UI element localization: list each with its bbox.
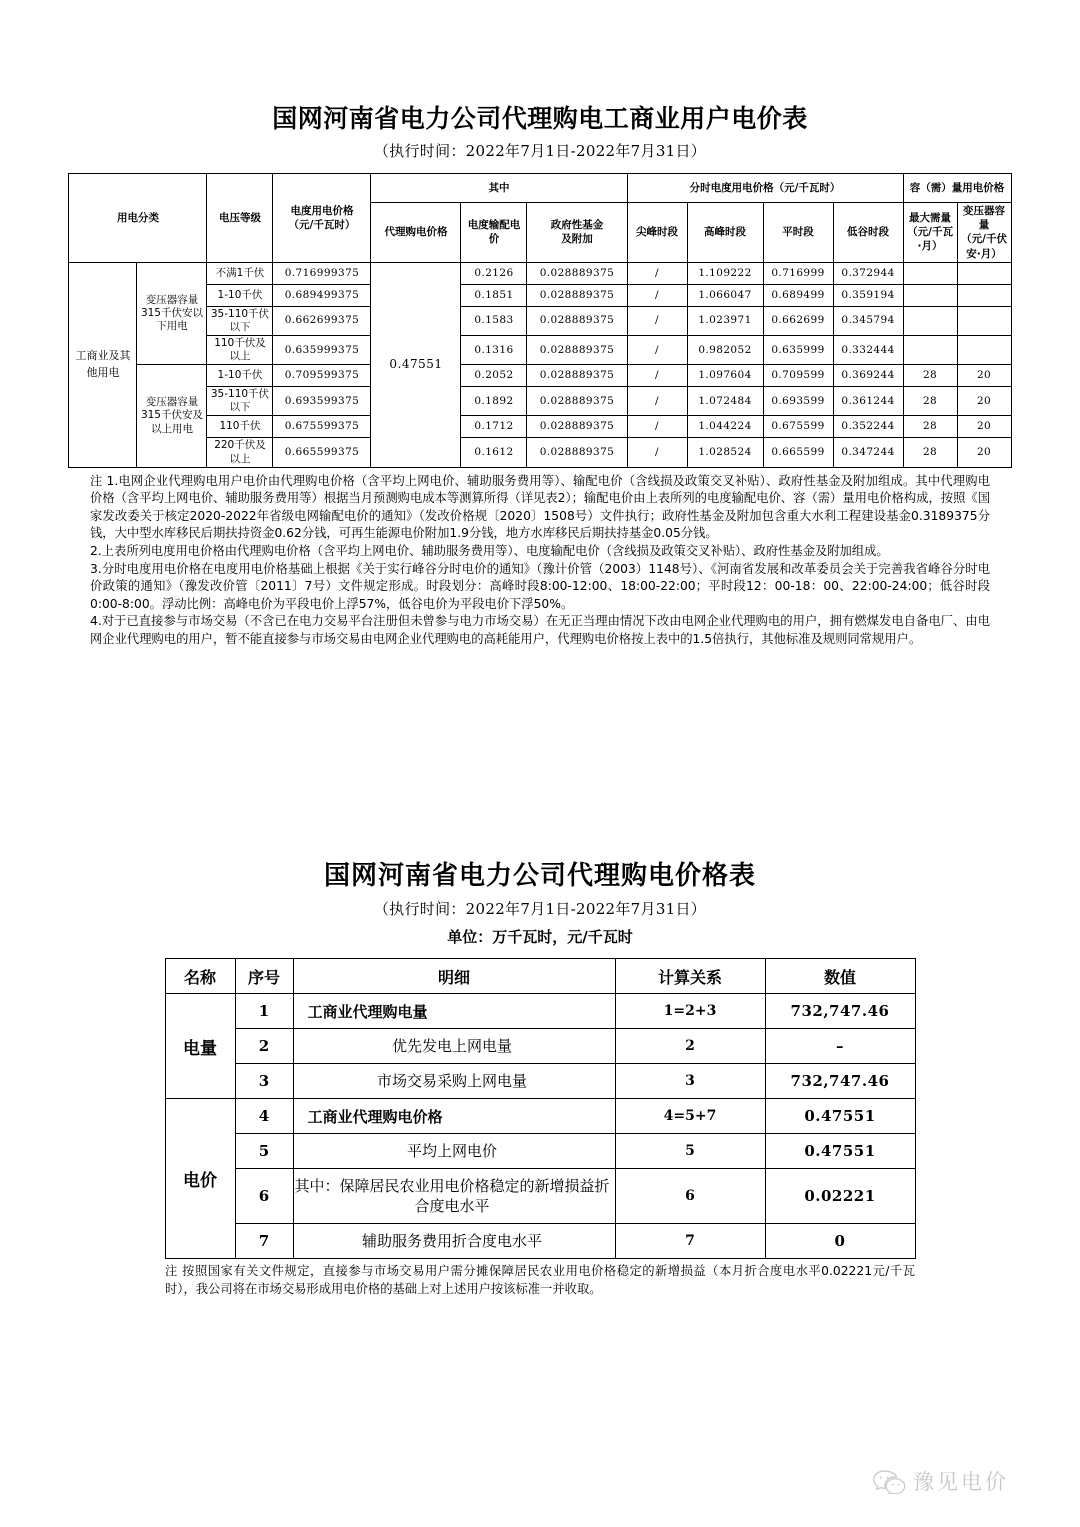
cell-transformer: 20 bbox=[957, 438, 1011, 467]
header-capacity-group: 容（需）量用电价格 bbox=[903, 174, 1011, 203]
industrial-commercial-price-table bbox=[68, 173, 1011, 468]
cell-tou-sharp: / bbox=[627, 365, 687, 387]
cell-value: 0.02221 bbox=[765, 1169, 915, 1224]
cell-tou-sharp: / bbox=[627, 387, 687, 416]
table2-title: 国网河南省电力公司代理购电价格表 bbox=[323, 861, 756, 891]
cell-voltage: 110千伏 bbox=[207, 416, 273, 438]
cell-tou-flat: 0.716999 bbox=[763, 262, 833, 284]
cell-tou-peak: 1.109222 bbox=[687, 262, 763, 284]
cell-transmission: 0.1583 bbox=[461, 306, 527, 335]
cell-max-demand bbox=[903, 284, 957, 306]
table-row bbox=[69, 438, 1011, 467]
header-tou-valley: 低谷时段 bbox=[833, 203, 903, 263]
cell-tou-sharp: / bbox=[627, 262, 687, 284]
watermark bbox=[872, 1466, 1009, 1496]
cell-max-demand bbox=[903, 262, 957, 284]
cell-index: 5 bbox=[235, 1134, 293, 1169]
table-row bbox=[165, 1064, 915, 1099]
cell-relation: 4=5+7 bbox=[615, 1099, 765, 1134]
header-detail: 明细 bbox=[293, 959, 615, 994]
cell-tou-sharp: / bbox=[627, 438, 687, 467]
table-row bbox=[69, 284, 1011, 306]
cell-energy-price: 0.665599375 bbox=[273, 438, 371, 467]
cell-group-a-label: 变压器容量315千伏安以下用电 bbox=[137, 262, 207, 365]
cell-tou-valley: 0.369244 bbox=[833, 365, 903, 387]
cell-value: 0.47551 bbox=[765, 1134, 915, 1169]
table-row bbox=[165, 994, 915, 1029]
table1-notes bbox=[90, 473, 990, 649]
table-row bbox=[69, 365, 1011, 387]
cell-max-demand bbox=[903, 335, 957, 364]
cell-tou-flat: 0.689499 bbox=[763, 284, 833, 306]
cell-detail: 辅助服务费用折合度电水平 bbox=[293, 1224, 615, 1259]
cell-max-demand: 28 bbox=[903, 387, 957, 416]
cell-transformer: 20 bbox=[957, 416, 1011, 438]
cell-tou-peak: 0.982052 bbox=[687, 335, 763, 364]
table-row bbox=[69, 306, 1011, 335]
cell-gov-fund: 0.028889375 bbox=[527, 438, 627, 467]
cell-tou-sharp: / bbox=[627, 306, 687, 335]
header-max-demand bbox=[903, 203, 957, 263]
cell-energy-price: 0.689499375 bbox=[273, 284, 371, 306]
cell-tou-peak: 1.072484 bbox=[687, 387, 763, 416]
header-gov-fund-line2: 及附加 bbox=[561, 233, 593, 246]
cell-max-demand bbox=[903, 306, 957, 335]
table2-header-row bbox=[165, 959, 915, 994]
cell-index: 2 bbox=[235, 1029, 293, 1064]
cell-voltage: 35-110千伏以下 bbox=[207, 306, 273, 335]
cell-energy-price: 0.716999375 bbox=[273, 262, 371, 284]
cell-voltage: 1-10千伏 bbox=[207, 284, 273, 306]
cell-category-label: 工商业及其他用电 bbox=[69, 262, 137, 467]
cell-transmission: 0.1612 bbox=[461, 438, 527, 467]
wechat-logo-icon bbox=[872, 1468, 906, 1494]
cell-tou-peak: 1.044224 bbox=[687, 416, 763, 438]
cell-energy-price: 0.675599375 bbox=[273, 416, 371, 438]
header-index: 序号 bbox=[235, 959, 293, 994]
cell-tou-flat: 0.662699 bbox=[763, 306, 833, 335]
cell-tou-peak: 1.097604 bbox=[687, 365, 763, 387]
header-energy-price bbox=[273, 174, 371, 263]
header-tou-sharp: 尖峰时段 bbox=[627, 203, 687, 263]
cell-gov-fund: 0.028889375 bbox=[527, 387, 627, 416]
cell-value: 0 bbox=[765, 1224, 915, 1259]
cell-voltage: 1-10千伏 bbox=[207, 365, 273, 387]
cell-tou-flat: 0.665599 bbox=[763, 438, 833, 467]
cell-index: 7 bbox=[235, 1224, 293, 1259]
table-row bbox=[165, 1224, 915, 1259]
cell-transformer bbox=[957, 284, 1011, 306]
table1-body bbox=[69, 262, 1011, 467]
cell-transmission: 0.2052 bbox=[461, 365, 527, 387]
header-tou-flat: 平时段 bbox=[763, 203, 833, 263]
table-row bbox=[69, 416, 1011, 438]
cell-tou-valley: 0.332444 bbox=[833, 335, 903, 364]
cell-value: 0.47551 bbox=[765, 1099, 915, 1134]
cell-tou-valley: 0.352244 bbox=[833, 416, 903, 438]
header-relation: 计算关系 bbox=[615, 959, 765, 994]
cell-relation: 5 bbox=[615, 1134, 765, 1169]
cell-voltage: 35-110千伏以下 bbox=[207, 387, 273, 416]
table2-notes bbox=[165, 1263, 915, 1299]
table1-note-1: 注 1.电网企业代理购电用户电价由代理购电价格（含平均上网电价、辅助服务费用等）、输配电价（含线损及政策交叉补贴）、政府性基金及附加组成。其中代理购电价格（含平均上网电价、辅助服务费用等）根据当月预测购电成本等测算所得（详见表2）；输配电价由上表所列的电度输配电价、容（需）量用电价格构成，按照《国家发改委关于核定2020-2022年省级电网输配电价的通知》（发改价格规〔2020〕1508号）文件执行；政府性基金及附加包含重大水利工程建设基金0.3189375分钱，大中型水库移民后期扶持资金0.62分钱，可再生能源电价附加1.9分钱，地方水库移民后期扶持基金0.05分钱。 bbox=[90, 473, 990, 541]
cell-transmission: 0.1316 bbox=[461, 335, 527, 364]
cell-group-electricity-volume: 电量 bbox=[165, 994, 235, 1099]
header-max-demand-unit: （元/千瓦·月） bbox=[907, 226, 953, 253]
cell-transmission: 0.1892 bbox=[461, 387, 527, 416]
table1-block bbox=[0, 104, 1080, 648]
cell-detail: 工商业代理购电量 bbox=[293, 994, 615, 1029]
watermark-text: 豫见电价 bbox=[913, 1470, 1009, 1494]
cell-relation: 2 bbox=[615, 1029, 765, 1064]
cell-tou-sharp: / bbox=[627, 335, 687, 364]
header-energy-price-unit: （元/千瓦时） bbox=[288, 218, 356, 231]
cell-agent-purchase-price: 0.47551 bbox=[371, 262, 461, 467]
cell-voltage: 不满1千伏 bbox=[207, 262, 273, 284]
header-transmission-price: 电度输配电价 bbox=[461, 203, 527, 263]
table-row bbox=[69, 335, 1011, 364]
cell-transmission: 0.1712 bbox=[461, 416, 527, 438]
header-category: 用电分类 bbox=[69, 174, 207, 263]
table2-note: 注 按照国家有关文件规定，直接参与市场交易用户需分摊保障居民农业用电价格稳定的新增损益（本月折合度电水平0.02221元/千瓦时），我公司将在市场交易形成用电价格的基础上对上述用户按该标准一并收取。 bbox=[165, 1264, 915, 1296]
cell-detail: 平均上网电价 bbox=[293, 1134, 615, 1169]
cell-tou-valley: 0.359194 bbox=[833, 284, 903, 306]
header-tou-group: 分时电度用电价格（元/千瓦时） bbox=[627, 174, 903, 203]
table1-header-row-1 bbox=[69, 174, 1011, 203]
header-max-demand-main: 最大需量 bbox=[909, 212, 952, 225]
table1-note-2: 2.上表所列电度用电价格由代理购电价格（含平均上网电价、辅助服务费用等）、电度输配电价（含线损及政策交叉补贴）、政府性基金及附加组成。 bbox=[90, 544, 889, 558]
cell-relation: 6 bbox=[615, 1169, 765, 1224]
table-row bbox=[69, 262, 1011, 284]
header-transformer-capacity-main: 变压器容量 bbox=[963, 205, 1006, 232]
cell-tou-flat: 0.709599 bbox=[763, 365, 833, 387]
header-transformer-capacity bbox=[957, 203, 1011, 263]
cell-gov-fund: 0.028889375 bbox=[527, 306, 627, 335]
cell-transformer: 20 bbox=[957, 365, 1011, 387]
cell-index: 3 bbox=[235, 1064, 293, 1099]
cell-energy-price: 0.662699375 bbox=[273, 306, 371, 335]
header-value: 数值 bbox=[765, 959, 915, 994]
table2-subtitle: （执行时间：2022年7月1日-2022年7月31日） bbox=[373, 900, 707, 918]
cell-detail: 其中：保障居民农业用电价格稳定的新增损益折合度电水平 bbox=[293, 1169, 615, 1224]
cell-tou-flat: 0.693599 bbox=[763, 387, 833, 416]
cell-detail: 市场交易采购上网电量 bbox=[293, 1064, 615, 1099]
cell-group-b-label: 变压器容量315千伏安及以上用电 bbox=[137, 365, 207, 468]
cell-gov-fund: 0.028889375 bbox=[527, 284, 627, 306]
cell-relation: 1=2+3 bbox=[615, 994, 765, 1029]
cell-tou-sharp: / bbox=[627, 416, 687, 438]
header-name: 名称 bbox=[165, 959, 235, 994]
table2-body bbox=[165, 994, 915, 1259]
cell-index: 6 bbox=[235, 1169, 293, 1224]
cell-transformer: 20 bbox=[957, 387, 1011, 416]
cell-energy-price: 0.709599375 bbox=[273, 365, 371, 387]
cell-tou-flat: 0.675599 bbox=[763, 416, 833, 438]
cell-transmission: 0.2126 bbox=[461, 262, 527, 284]
cell-gov-fund: 0.028889375 bbox=[527, 365, 627, 387]
header-tou-peak: 高峰时段 bbox=[687, 203, 763, 263]
table-row bbox=[165, 1134, 915, 1169]
table1-subtitle: （执行时间：2022年7月1日-2022年7月31日） bbox=[373, 142, 707, 160]
cell-tou-valley: 0.372944 bbox=[833, 262, 903, 284]
header-gov-fund bbox=[527, 203, 627, 263]
table2-block bbox=[0, 855, 1080, 1299]
cell-tou-valley: 0.345794 bbox=[833, 306, 903, 335]
cell-index: 4 bbox=[235, 1099, 293, 1134]
cell-tou-valley: 0.361244 bbox=[833, 387, 903, 416]
cell-gov-fund: 0.028889375 bbox=[527, 335, 627, 364]
cell-tou-peak: 1.023971 bbox=[687, 306, 763, 335]
agent-purchase-price-table bbox=[165, 958, 916, 1259]
cell-tou-sharp: / bbox=[627, 284, 687, 306]
cell-voltage: 220千伏及以上 bbox=[207, 438, 273, 467]
cell-energy-price: 0.693599375 bbox=[273, 387, 371, 416]
cell-tou-flat: 0.635999 bbox=[763, 335, 833, 364]
table1-title: 国网河南省电力公司代理购电工商业用户电价表 bbox=[272, 104, 808, 133]
table1-note-4: 4.对于已直接参与市场交易（不含已在电力交易平台注册但未曾参与电力市场交易）在无正当理由情况下改由电网企业代理购电的用户，拥有燃煤发电自备电厂、由电网企业代理购电的用户，暂不能直接参与市场交易由电网企业代理购电的高耗能用户，代理购电价格按上表中的1.5倍执行，其他标准及规则同常规用户。 bbox=[90, 614, 990, 646]
cell-detail: 优先发电上网电量 bbox=[293, 1029, 615, 1064]
cell-gov-fund: 0.028889375 bbox=[527, 262, 627, 284]
table-row bbox=[165, 1029, 915, 1064]
cell-energy-price: 0.635999375 bbox=[273, 335, 371, 364]
cell-transformer bbox=[957, 306, 1011, 335]
table1-note-3: 3.分时电度用电价格在电度用电价格基础上根据《关于实行峰谷分时电价的通知》（豫计价管（2003）1148号）、《河南省发展和改革委员会关于完善我省峰谷分时电价政策的通知》（豫发改价管〔2011〕7号）文件规定形成。时段划分：高峰时段8:00-12:00、18:00-22:00；平时段12：00-18：00、22:00-24:00；低谷时段0:00-8:00。浮动比例：高峰电价为平段电价上浮57%，低谷电价为平段电价下浮50%。 bbox=[90, 561, 990, 611]
table-row bbox=[69, 387, 1011, 416]
table-row bbox=[165, 1099, 915, 1134]
cell-voltage: 110千伏及以上 bbox=[207, 335, 273, 364]
cell-relation: 7 bbox=[615, 1224, 765, 1259]
header-energy-price-main: 电度用电价格 bbox=[290, 204, 354, 217]
header-agent-purchase-price: 代理购电价格 bbox=[371, 203, 461, 263]
cell-max-demand: 28 bbox=[903, 416, 957, 438]
table-row bbox=[165, 1169, 915, 1224]
cell-value: – bbox=[765, 1029, 915, 1064]
cell-group-electricity-price: 电价 bbox=[165, 1099, 235, 1259]
header-among-which: 其中 bbox=[371, 174, 627, 203]
cell-transformer bbox=[957, 262, 1011, 284]
header-voltage-level: 电压等级 bbox=[207, 174, 273, 263]
cell-max-demand: 28 bbox=[903, 365, 957, 387]
cell-detail: 工商业代理购电价格 bbox=[293, 1099, 615, 1134]
header-transformer-capacity-unit: （元/千伏安·月） bbox=[961, 233, 1007, 260]
cell-relation: 3 bbox=[615, 1064, 765, 1099]
table2-unit-line: 单位：万千瓦时，元/千瓦时 bbox=[447, 928, 633, 946]
cell-value: 732,747.46 bbox=[765, 994, 915, 1029]
cell-tou-peak: 1.066047 bbox=[687, 284, 763, 306]
cell-value: 732,747.46 bbox=[765, 1064, 915, 1099]
cell-index: 1 bbox=[235, 994, 293, 1029]
cell-tou-valley: 0.347244 bbox=[833, 438, 903, 467]
cell-gov-fund: 0.028889375 bbox=[527, 416, 627, 438]
cell-max-demand: 28 bbox=[903, 438, 957, 467]
header-gov-fund-line1: 政府性基金 bbox=[550, 219, 604, 232]
cell-transformer bbox=[957, 335, 1011, 364]
cell-tou-peak: 1.028524 bbox=[687, 438, 763, 467]
cell-transmission: 0.1851 bbox=[461, 284, 527, 306]
